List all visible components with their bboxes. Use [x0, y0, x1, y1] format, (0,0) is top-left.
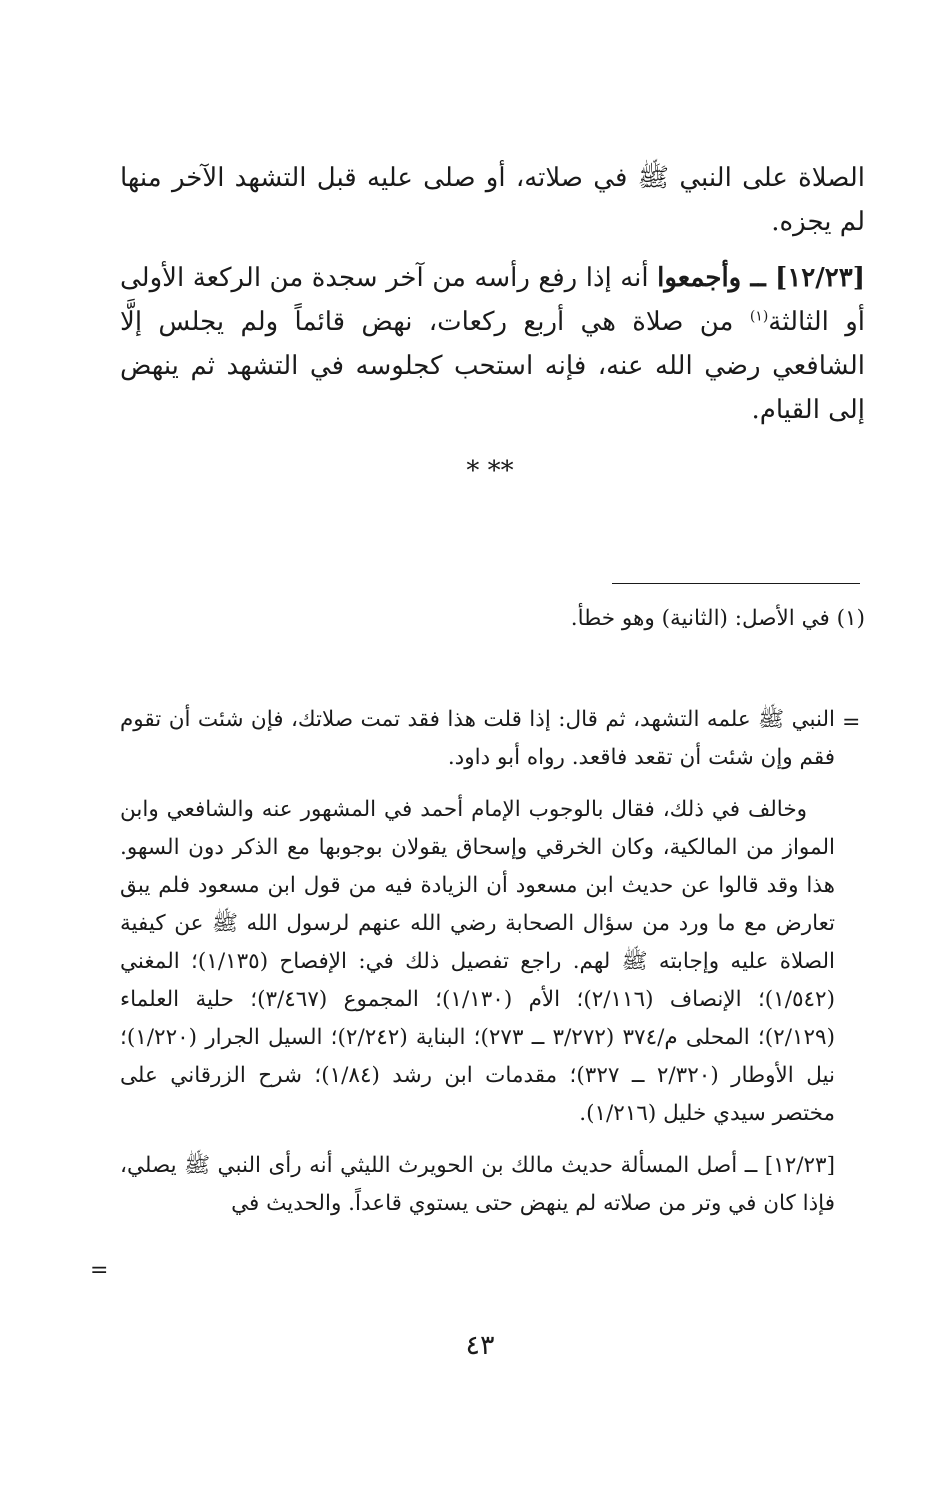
footnote-rule: [612, 583, 860, 584]
paragraph-1: الصلاة على النبي ﷺ في صلاته، أو صلى عليه قبل التشهد الآخر منها لم يجزه.: [120, 163, 865, 237]
continued-footnote-p2: وخالف في ذلك، فقال بالوجوب الإمام أحمد في المشهور عنه والشافعي وابن المواز من المالكية، وكان الخرقي وإسحاق يقولان بوجوبها مع الذكر دون السهو. هذا وقد قالوا عن حديث ابن مسعود أن الزيادة فيه من قول ابن مسعود فلم يبق تعارض مع ما ورد من سؤال الصحابة رضي الله عنهم لرسول الله ﷺ عن كيفية الصلاة عليه وإجابته ﷺ لهم. راجع تفصيل ذلك في: الإفصاح (١/١٣٥)؛ المغني (١/٥٤٢)؛ الإنصاف (٢/١١٦)؛ الأم (١/١٣٠)؛ المجموع (٣/٤٦٧)؛ حلية العلماء (٢/١٢٩)؛ المحلى م/٣٧٤ (٣/٢٧٢ ــ ٢٧٣)؛ البناية (٢/٢٤٢)؛ السيل الجرار (١/٢٢٠)؛ نيل الأوطار (٢/٣٢٠ ــ ٣٢٧)؛ مقدمات ابن رشد (١/٨٤)؛ شرح الزرقاني على مختصر سيدي خليل (١/٢١٦).: [120, 797, 835, 1126]
continued-footnote-p3: [١٢/٢٣] ــ أصل المسألة حديث مالك بن الحويرث الليثي أنه رأى النبي ﷺ يصلي، فإذا كان في وتر من صلاته لم ينهض حتى يستوي قاعداً. والحديث في: [120, 1153, 835, 1216]
footnote-1: [120, 600, 865, 638]
paragraph-2-text-b: من صلاة هي أربع ركعات، نهض قائماً ولم يجلس إلَّا الشافعي رضي الله عنه، فإنه استحب كجلوسه في التشهد ثم ينهض إلى القيام.: [120, 307, 865, 425]
continuation-marker: =: [842, 710, 861, 735]
footnote-1-text: (١) في الأصل: (الثانية) وهو خطأ.: [570, 606, 865, 631]
continued-footnote: [120, 701, 835, 1223]
page-number: ٤٣: [465, 1330, 495, 1361]
paragraph-2-text-a: أنه إذا رفع رأسه من آخر سجدة من الركعة الأولى أو الثالثة: [120, 263, 865, 337]
continuation-end-marker: =: [90, 1258, 109, 1283]
paragraph-2: [120, 256, 865, 432]
issue-reference: [١٢/٢٣] ــ وأجمعوا: [657, 263, 865, 293]
continued-footnote-p1: النبي ﷺ علمه التشهد، ثم قال: إذا قلت هذا فقد تمت صلاتك، فإن شئت أن تقوم فقم وإن شئت أن تقعد فاقعد. رواه أبو داود.: [120, 707, 835, 770]
section-separator: * **: [466, 456, 514, 486]
footnote-marker: (١): [749, 308, 769, 325]
main-text: [120, 156, 865, 432]
